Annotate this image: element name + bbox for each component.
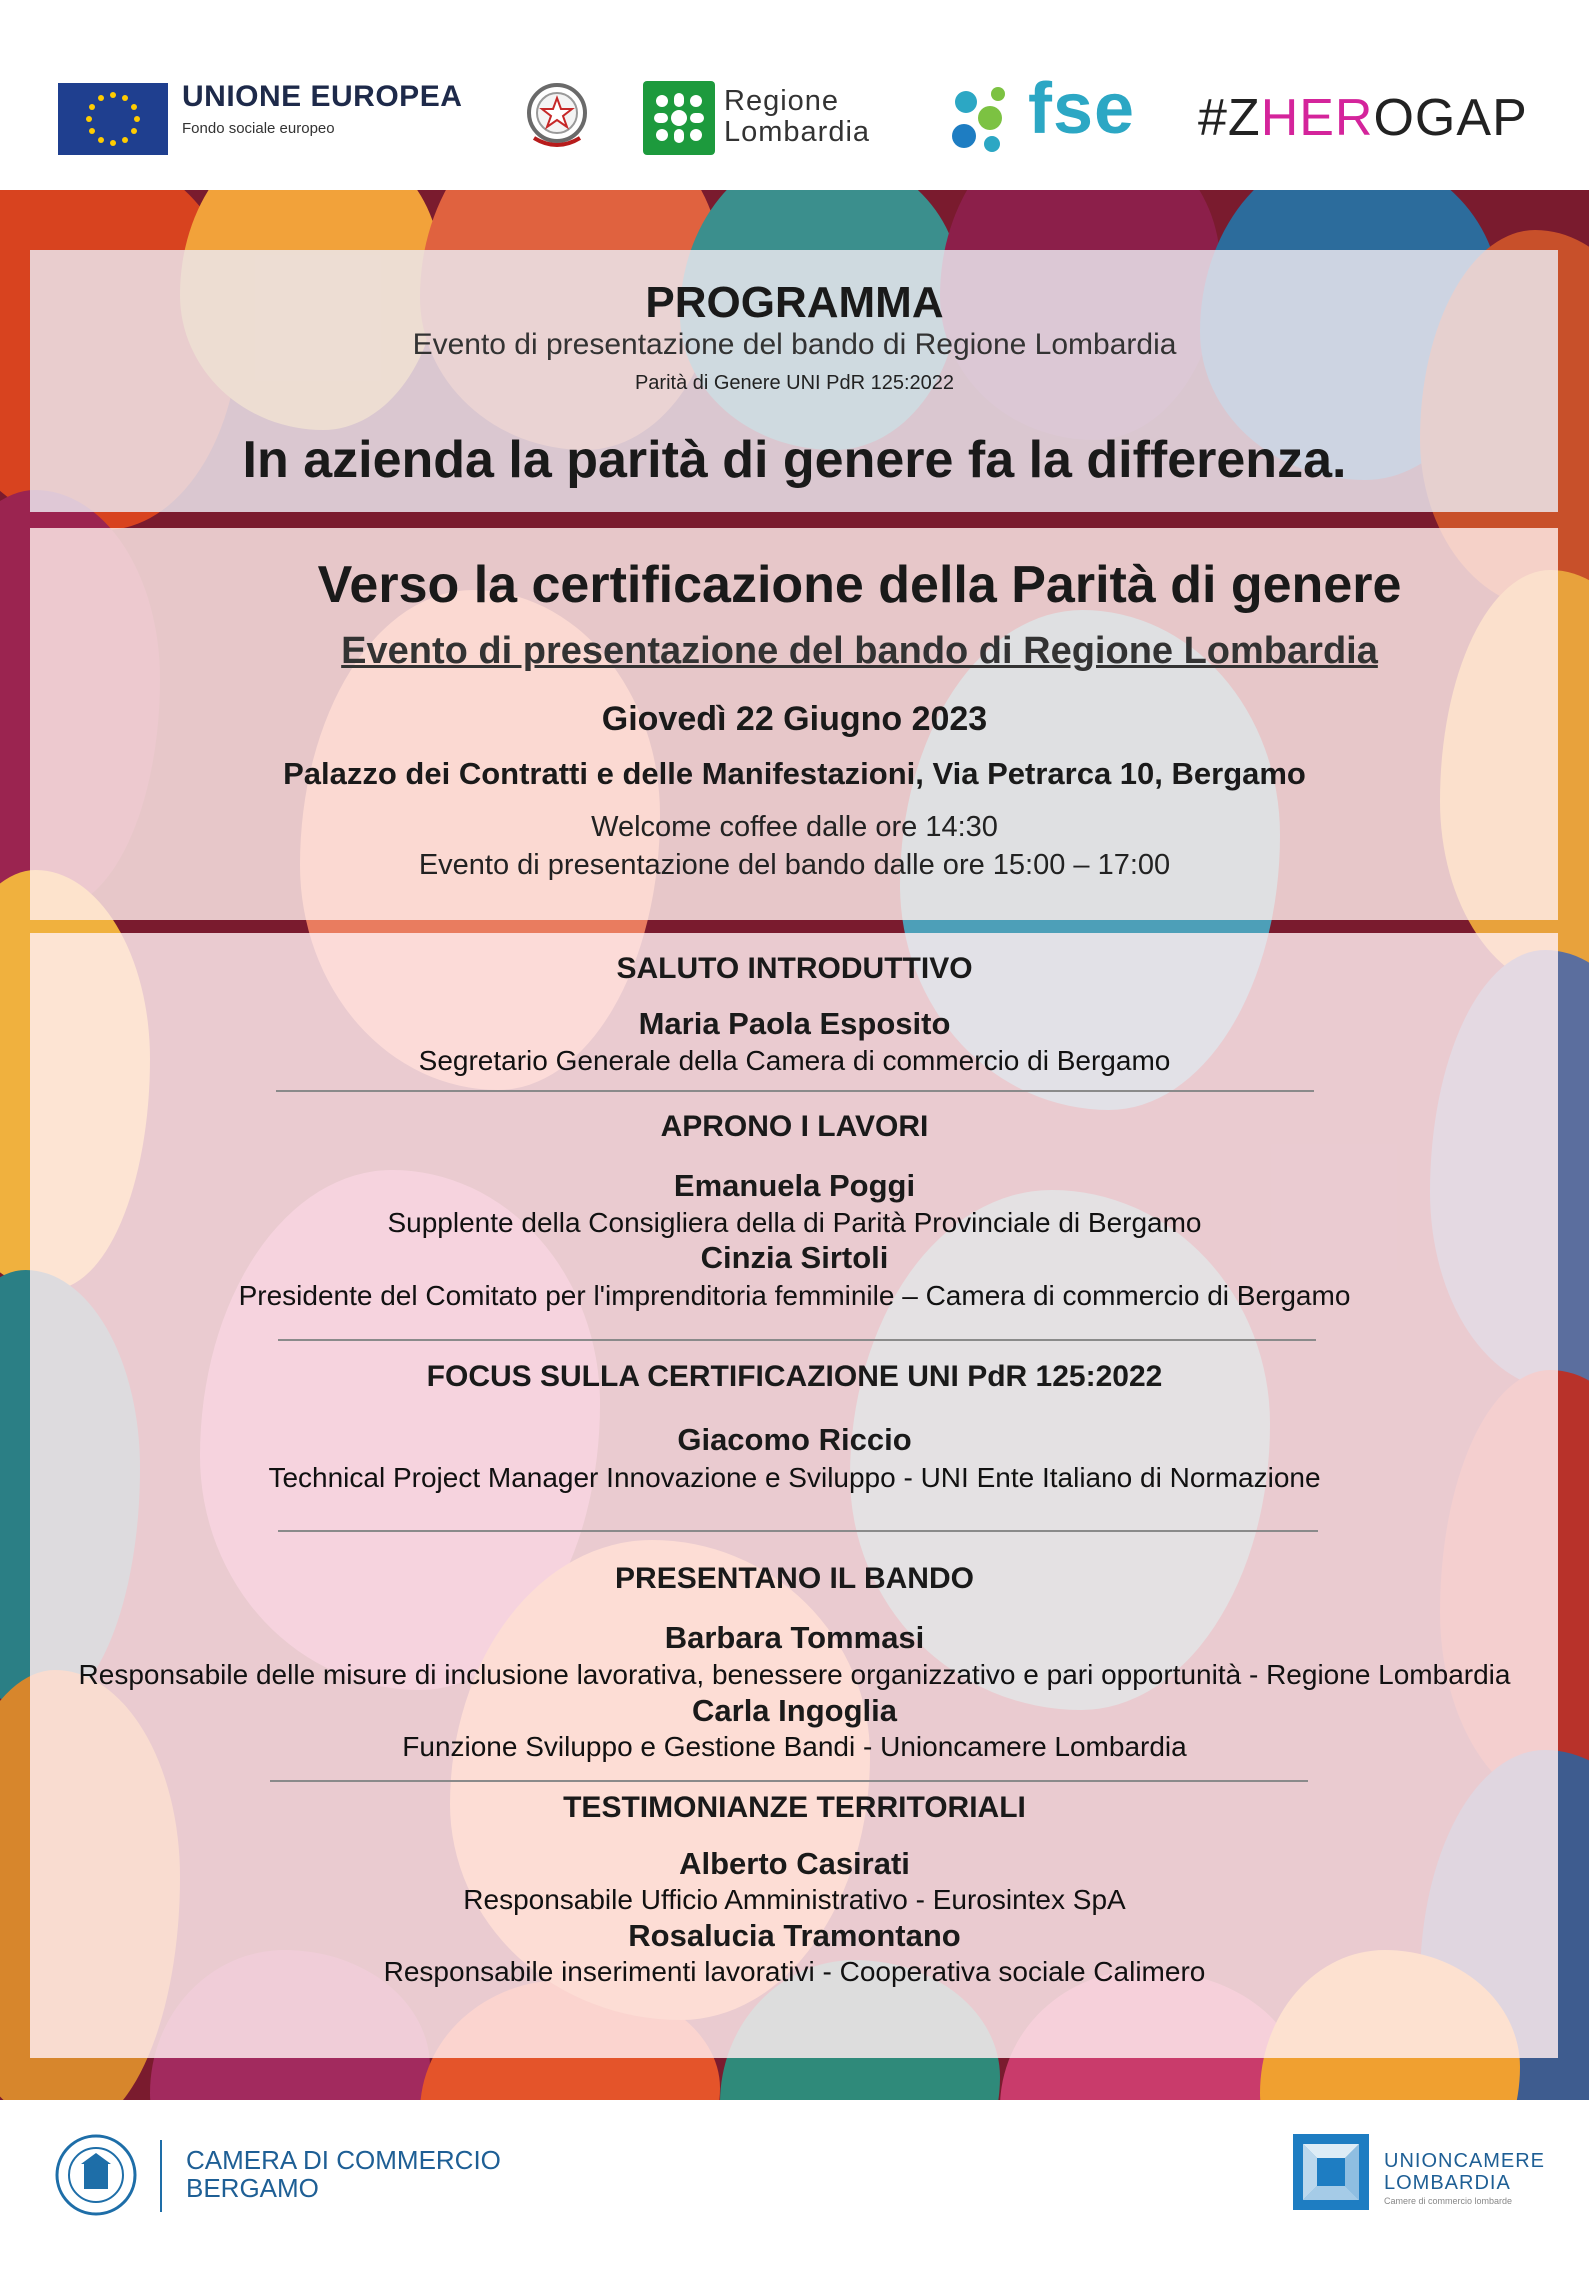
uc-line1: UNIONCAMERE (1384, 2150, 1546, 2172)
eu-star-icon (134, 116, 140, 122)
camera-commercio-seal-icon (54, 2133, 138, 2217)
speaker-role: Funzione Sviluppo e Gestione Bandi - Unioncamere Lombardia (402, 1731, 1187, 1762)
footer-divider (160, 2140, 162, 2212)
italian-republic-emblem-icon (524, 80, 590, 154)
speaker-name: Cinzia Sirtoli (700, 1240, 889, 1275)
speaker-name: Maria Paola Esposito (638, 1006, 951, 1041)
programma-title: PROGRAMMA (645, 278, 944, 327)
section-title: APRONO I LAVORI (660, 1110, 929, 1143)
hashtag-highlight: HER (1260, 89, 1374, 147)
eu-star-icon (98, 137, 104, 143)
eu-star-icon (86, 116, 92, 122)
eu-star-icon (122, 137, 128, 143)
event-date: Giovedì 22 Giugno 2023 (601, 700, 988, 738)
speaker-role: Presidente del Comitato per l'imprenditoria femminile – Camera di commercio di Bergamo (238, 1280, 1351, 1311)
speaker-role: Supplente della Consigliera della di Parità Provinciale di Bergamo (387, 1207, 1202, 1238)
fse-logo-icon (938, 80, 1020, 162)
speaker-name: Emanuela Poggi (673, 1168, 916, 1203)
speaker-name: Rosalucia Tramontano (628, 1918, 961, 1953)
section-title: FOCUS SULLA CERTIFICAZIONE UNI PdR 125:2022 (426, 1360, 1163, 1393)
speaker-role: Responsabile delle misure di inclusione lavorativa, benessere organizzativo e pari opportunità - Regione Lombardia (78, 1659, 1511, 1690)
unioncamere-logo-text (1384, 2150, 1545, 2194)
ccb-line2: BERGAMO (186, 2173, 319, 2203)
section-title: SALUTO INTRODUTTIVO (616, 952, 973, 985)
logo-header (0, 0, 1589, 190)
section-divider (276, 1090, 1314, 1092)
ccb-line1: CAMERA DI COMMERCIO (186, 2145, 501, 2175)
zherogap-hashtag (1198, 88, 1528, 148)
uc-line2: LOMBARDIA (1384, 2172, 1511, 2194)
eu-star-icon (89, 104, 95, 110)
section-title: TESTIMONIANZE TERRITORIALI (563, 1791, 1026, 1824)
speaker-name: Alberto Casirati (679, 1846, 910, 1881)
regione-lombardia-logo-icon (643, 81, 715, 155)
region-name-line1: Regione (724, 85, 840, 117)
slogan: In azienda la parità di genere fa la differenza. (242, 431, 1347, 489)
speaker-role: Responsabile Ufficio Amministrativo - Eurosintex SpA (463, 1884, 1126, 1915)
event-subheadline: Evento di presentazione del bando di Regione Lombardia (341, 630, 1378, 672)
speaker-role: Segretario Generale della Camera di commercio di Bergamo (418, 1045, 1171, 1076)
event-place: Palazzo dei Contratti e delle Manifestazioni, Via Petrarca 10, Bergamo (283, 756, 1306, 791)
eu-title: UNIONE EUROPEA (182, 80, 463, 113)
eu-star-icon (98, 95, 104, 101)
section-divider (270, 1780, 1308, 1782)
region-name-line2: Lombardia (724, 116, 871, 148)
eu-star-icon (131, 104, 137, 110)
regione-lombardia-text (724, 86, 870, 148)
eu-star-icon (131, 128, 137, 134)
unioncamere-tagline: Camere di commercio lombarde (1384, 2196, 1513, 2206)
eu-star-icon (122, 95, 128, 101)
speaker-role: Responsabile inserimenti lavorativi - Cooperativa sociale Calimero (383, 1956, 1206, 1987)
speaker-name: Giacomo Riccio (677, 1422, 912, 1457)
eu-flag-icon (58, 83, 168, 155)
speaker-name: Barbara Tommasi (664, 1620, 925, 1655)
speaker-role: Technical Project Manager Innovazione e Sviluppo - UNI Ente Italiano di Normazione (268, 1462, 1321, 1493)
eu-star-icon (110, 92, 116, 98)
speaker-name: Carla Ingoglia (692, 1693, 897, 1728)
eu-subtitle: Fondo sociale europeo (182, 120, 335, 137)
fse-label: fse (1028, 69, 1136, 149)
programma-subtitle: Evento di presentazione del bando di Regione Lombardia (412, 328, 1177, 361)
unioncamere-logo-icon (1293, 2134, 1369, 2210)
event-headline: Verso la certificazione della Parità di genere (317, 556, 1402, 614)
event-times (0, 808, 1589, 884)
section-divider (278, 1530, 1318, 1532)
camera-commercio-logo-text (186, 2146, 501, 2202)
welcome-coffee-time: Welcome coffee dalle ore 14:30 (591, 811, 998, 843)
programma-note: Parità di Genere UNI PdR 125:2022 (634, 372, 955, 394)
eu-logo-text (182, 80, 462, 137)
eu-star-icon (89, 128, 95, 134)
presentation-time: Evento di presentazione del bando dalle ore 15:00 – 17:00 (418, 849, 1171, 881)
hashtag-suffix: OGAP (1373, 89, 1528, 147)
section-divider (278, 1339, 1316, 1341)
hashtag-prefix: #Z (1198, 89, 1261, 147)
eu-star-icon (110, 140, 116, 146)
section-title: PRESENTANO IL BANDO (615, 1562, 974, 1595)
